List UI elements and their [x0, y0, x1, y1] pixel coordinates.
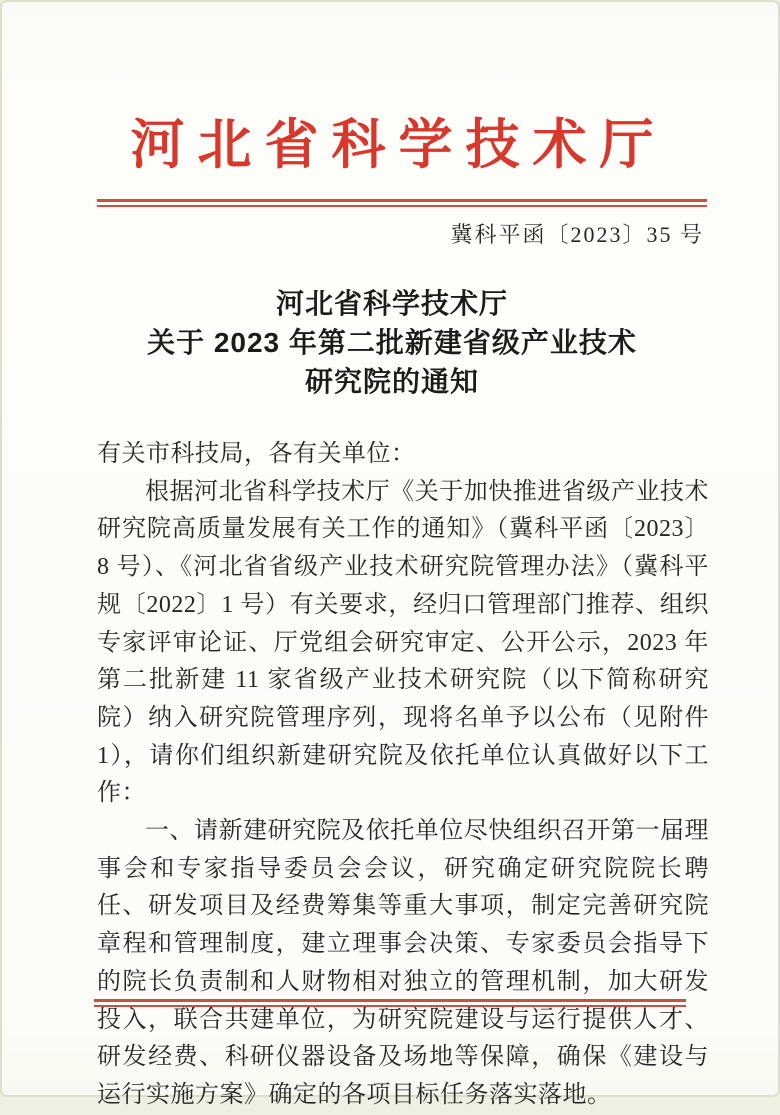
notice-title-line-2: 关于 2023 年第二批新建省级产业技术	[147, 327, 637, 358]
salutation: 有关市科技局，各有关单位：	[97, 441, 416, 467]
letterhead-title: 河北省科学技术厅	[130, 115, 667, 175]
bottom-double-rule	[94, 999, 686, 1007]
letterhead-double-rule	[97, 199, 707, 207]
notice-title	[42, 284, 742, 401]
paragraph-item-one: 一、请新建研究院及依托单位尽快组织召开第一届理事会和专家指导委员会会议，研究确定研究院院长聘任、研发项目及经费筹集等重大事项，制定完善研究院章程和管理制度，建立理事会决策、专家委员会指导下的院长负责制和人财物相对独立的管理机制，加大研发投入，联合共建单位，为研究院建设与运行提供人才、研发经费、科研仪器设备及场地等保障，确保《建设与运行实施方案》确定的各项目标任务落实落地。	[97, 818, 709, 1108]
paragraph-basis-and-announcement: 根据河北省科学技术厅《关于加快推进省级产业技术研究院高质量发展有关工作的通知》（冀科平函〔2023〕8 号）、《河北省省级产业技术研究院管理办法》（冀科平规〔2022〕1 号）有关要求，经归口管理部门推荐、组织专家评审论证、厅党组会研究审定、公开公示，2023 年第二批新建 11 家省级产业技术研究院（以下简称研究院）纳入研究院管理序列，现将名单予以公布（见附件 1），请你们组织新建研究院及依托单位认真做好以下工作：	[97, 478, 709, 807]
document-number: 冀科平函〔2023〕35 号	[450, 222, 704, 247]
notice-body	[97, 436, 709, 1115]
notice-title-line-1: 河北省科学技术厅	[275, 288, 508, 319]
notice-title-line-3: 研究院的通知	[304, 366, 479, 397]
